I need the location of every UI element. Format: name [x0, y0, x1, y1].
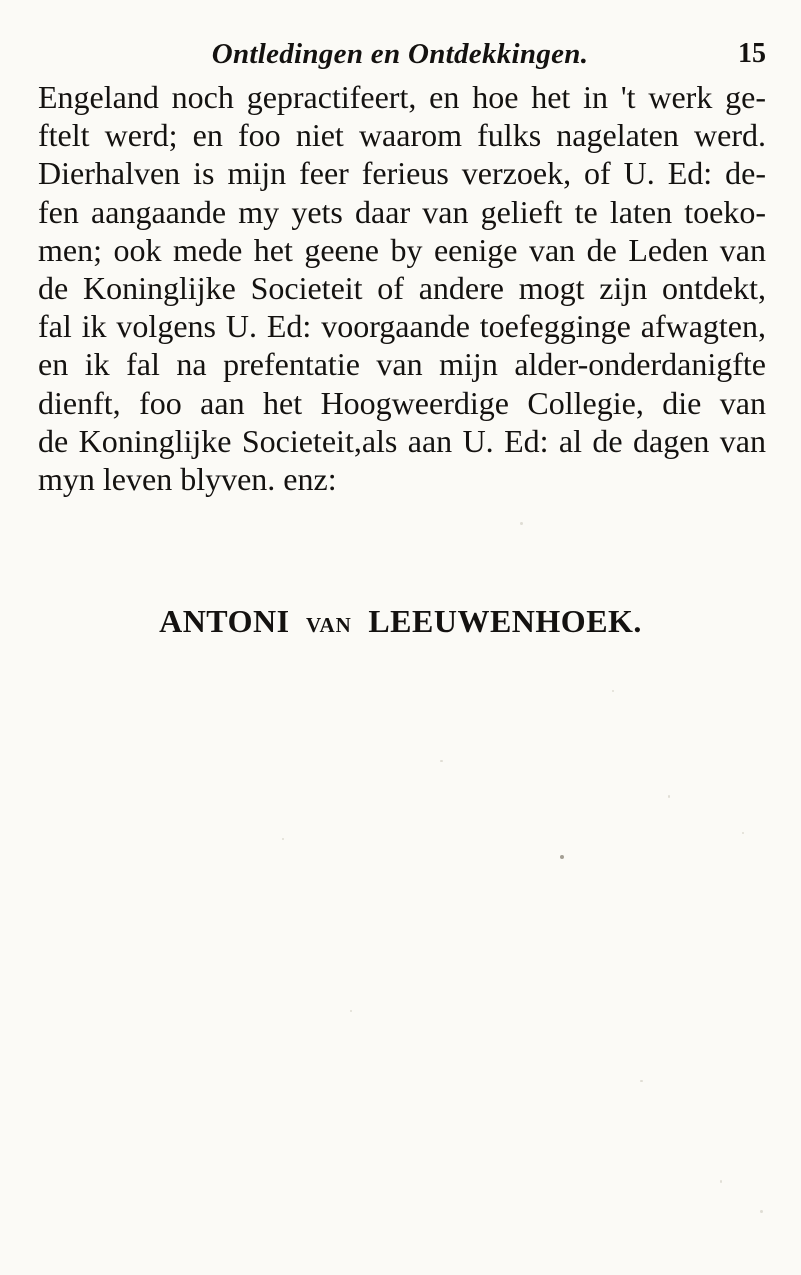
- signature-last-name: LEEUWENHOEK.: [368, 603, 642, 639]
- paper-speck: [520, 522, 523, 525]
- running-title: Ontledingen en Ontdekkingen.: [211, 38, 589, 70]
- paper-speck: [668, 795, 670, 798]
- text-line: ftelt werd; en foo niet waarom fulks nagelaten werd.: [38, 117, 766, 154]
- text-line: Dierhalven is mijn feer ferieus verzoek, of U. Ed: de-: [38, 155, 766, 192]
- paper-speck: [760, 1210, 763, 1213]
- text-line: Engeland noch gepractifeert, en hoe het in 't werk ge-: [38, 79, 766, 115]
- paper-speck: [350, 1010, 352, 1012]
- text-line: men; ook mede het geene by eenige van de Leden van: [38, 231, 766, 268]
- paper-speck: [640, 1080, 643, 1082]
- text-line: fen aangaande my yets daar van gelieft te laten toeko-: [38, 193, 766, 230]
- paper-speck: [440, 760, 443, 762]
- text-line: fal ik volgens U. Ed: voorgaande toefegginge afwagten,: [38, 308, 766, 345]
- paper-speck: [720, 1180, 722, 1183]
- body-text: [38, 78, 766, 498]
- text-line: de Koninglijke Societeit of andere mogt zijn ontdekt,: [38, 270, 766, 307]
- page-number: 15: [738, 38, 766, 69]
- text-line: myn leven blyven. enz:: [38, 461, 337, 498]
- author-signature: [0, 603, 801, 640]
- paper-speck: [282, 838, 284, 840]
- signature-first-name: ANTONI: [159, 603, 290, 639]
- text-line: en ik fal na prefentatie van mijn alder-onderdanigfte: [38, 346, 766, 383]
- text-line: de Koninglijke Societeit,als aan U. Ed: al de dagen van: [38, 422, 766, 459]
- paper-speck: [560, 855, 564, 859]
- text-line: dienft, foo aan het Hoogweerdige Collegie, die van: [38, 384, 766, 421]
- paper-speck: [742, 832, 744, 834]
- signature-particle: VAN: [306, 613, 352, 637]
- paper-speck: [612, 690, 614, 692]
